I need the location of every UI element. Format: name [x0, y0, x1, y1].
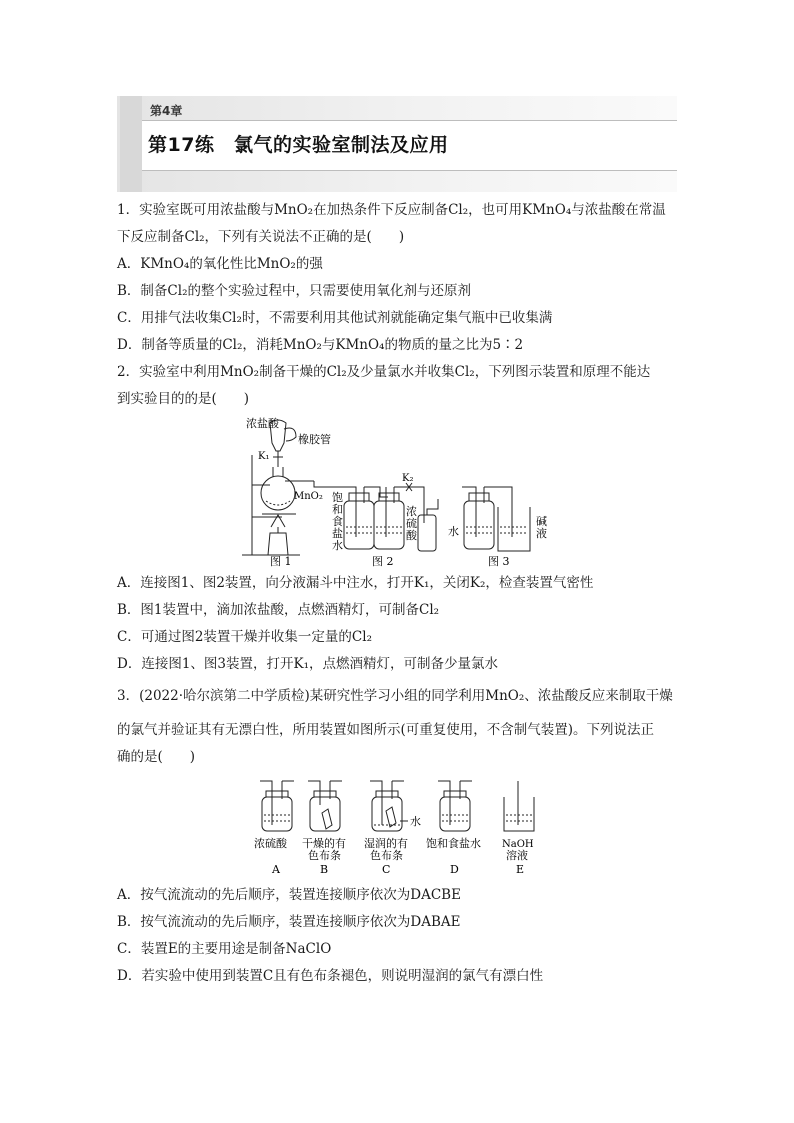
- q1-option-d: D．制备等质量的Cl₂，消耗MnO₂与KMnO₄的物质的量之比为5∶2: [117, 337, 524, 353]
- label-c-water: 水: [410, 815, 421, 828]
- label-c-line1: 湿润的有: [364, 837, 408, 850]
- q3-option-c: C．装置E的主要用途是制备NaClO: [117, 941, 332, 957]
- label-c-line2: 色布条: [370, 849, 403, 862]
- q1-stem-line2: 下反应制备Cl₂，下列有关说法不正确的是( ): [117, 229, 405, 245]
- label-E: E: [516, 863, 525, 876]
- label-alkali-1: 碱: [536, 515, 547, 528]
- q3-option-d: D．若实验中使用到装置C且有色布条褪色，则说明湿润的氯气有漂白性: [117, 968, 544, 984]
- q2-option-c: C．可通过图2装置干燥并收集一定量的Cl₂: [117, 629, 372, 645]
- q1-option-c: C．用排气法收集Cl₂时，不需要利用其他试剂就能确定集气瓶中已收集满: [117, 310, 553, 326]
- q1-option-b: B．制备Cl₂的整个实验过程中，只需要使用氧化剂与还原剂: [117, 283, 471, 299]
- label-D: D: [450, 863, 459, 876]
- q3-stem-line2: 的氯气并验证其有无漂白性，所用装置如图所示(可重复使用，不含制气装置)。下列说法正: [117, 722, 655, 738]
- q2-stem-line1: 2．实验室中利用MnO₂制备干燥的Cl₂及少量氯水并收集Cl₂，下列图示装置和原理不能达: [117, 364, 651, 380]
- label-brine-1: 饱: [332, 491, 343, 504]
- label-b-line2: 色布条: [308, 849, 341, 862]
- label-h2so4-3: 酸: [406, 529, 417, 542]
- label-d-brine: 饱和食盐水: [426, 837, 481, 850]
- label-brine-3: 食: [332, 515, 343, 528]
- label-h2so4-2: 硫: [406, 517, 417, 530]
- q3-option-b: B．按气流流动的先后顺序，装置连接顺序依次为DABAE: [117, 914, 461, 930]
- q3-stem-line3: 确的是( ): [117, 749, 196, 765]
- header-side-bar: [120, 96, 142, 192]
- q2-apparatus-figure: [240, 415, 555, 570]
- label-fig2: 图 2: [372, 555, 394, 568]
- label-water: 水: [448, 525, 459, 538]
- label-A: A: [272, 863, 280, 876]
- label-e-line1: NaOH: [502, 839, 534, 850]
- label-fig3: 图 3: [488, 555, 510, 568]
- label-brine-5: 水: [332, 539, 343, 552]
- q2-option-b: B．图1装置中，滴加浓盐酸，点燃酒精灯，可制备Cl₂: [117, 602, 440, 618]
- label-rubber-tube: 橡胶管: [298, 433, 331, 446]
- q2-option-d: D．连接图1、图3装置，打开K₁，点燃酒精灯，可制备少量氯水: [117, 656, 498, 672]
- label-brine-4: 盐: [332, 527, 343, 540]
- label-B: B: [320, 863, 329, 876]
- q2-option-a: A．连接图1、图2装置，向分液漏斗中注水，打开K₁，关闭K₂，检查装置气密性: [117, 575, 594, 591]
- label-a-h2so4: 浓硫酸: [254, 837, 287, 850]
- page-title: 第17练 氯气的实验室制法及应用: [148, 134, 449, 156]
- label-b-line1: 干燥的有: [302, 837, 346, 850]
- label-brine-2: 和: [332, 503, 343, 516]
- label-k1: K₁: [258, 451, 270, 462]
- label-hcl: 浓盐酸: [246, 417, 279, 430]
- q3-option-a: A．按气流流动的先后顺序，装置连接顺序依次为DACBE: [117, 887, 461, 903]
- label-C: C: [382, 863, 391, 876]
- label-h2so4-1: 浓: [406, 505, 417, 518]
- label-mno2: MnO₂: [294, 491, 323, 502]
- label-fig1: 图 1: [270, 555, 292, 568]
- label-alkali-2: 液: [536, 527, 547, 540]
- q1-stem-line1: 1．实验室既可用浓盐酸与MnO₂在加热条件下反应制备Cl₂，也可用KMnO₄与浓盐酸在常温: [117, 202, 666, 218]
- chapter-label: 第4章: [150, 104, 183, 118]
- q3-apparatus-figure: [250, 775, 550, 880]
- label-e-line2: 溶液: [506, 849, 528, 862]
- q3-stem-line1: 3．(2022·哈尔滨第二中学质检)某研究性学习小组的同学利用MnO₂、浓盐酸反应来制取干燥: [117, 688, 673, 704]
- label-k2: K₂: [402, 473, 414, 484]
- q2-stem-line2: 到实验目的的是( ): [117, 391, 250, 407]
- q1-option-a: A．KMnO₄的氧化性比MnO₂的强: [117, 256, 323, 272]
